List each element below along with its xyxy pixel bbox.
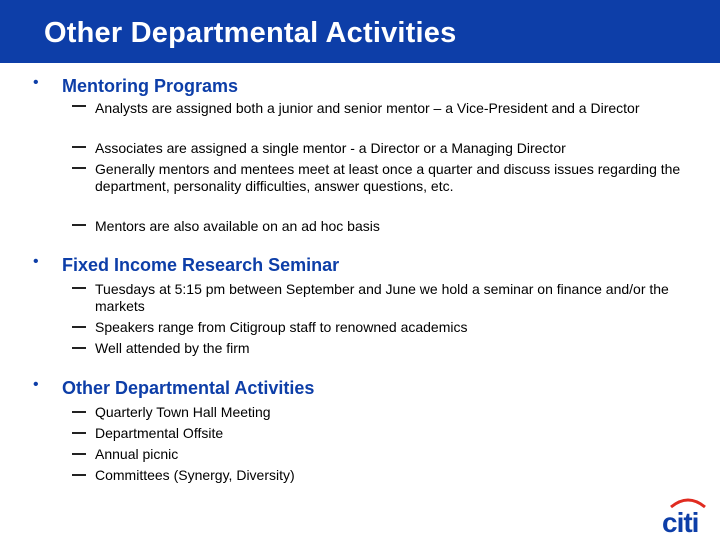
list-item: Generally mentors and mentees meet at least once a quarter and discuss issues regarding the department, personality difficulties, answer questions, etc. [95,161,681,194]
dash-icon [72,224,86,226]
title-bar [0,0,720,63]
section-heading-mentoring: Mentoring Programs [62,76,239,96]
list-item: Committees (Synergy, Diversity) [95,467,295,483]
dash-icon [72,167,86,169]
list-item: Tuesdays at 5:15 pm between September and June we hold a seminar on finance and/or the markets [95,281,669,314]
list-item: Mentors are also available on an ad hoc basis [95,218,380,234]
dash-icon [72,287,86,289]
list-item: Annual picnic [95,446,179,462]
bullet-icon: • [33,74,39,91]
dash-icon [72,347,86,349]
list-item: Quarterly Town Hall Meeting [95,404,271,420]
list-item: Analysts are assigned both a junior and senior mentor – a Vice-President and a Director [95,100,640,116]
list-item: Associates are assigned a single mentor - a Director or a Managing Director [95,140,566,156]
dash-icon [72,453,86,455]
list-item: Speakers range from Citigroup staff to renowned academics [95,319,468,335]
svg-text:citi: citi [662,507,699,535]
dash-icon [72,432,86,434]
dash-icon [72,326,86,328]
citi-logo-icon [661,495,711,535]
section-heading-other: Other Departmental Activities [62,378,315,398]
dash-icon [72,146,86,148]
list-item: Well attended by the firm [95,340,250,356]
dash-icon [72,474,86,476]
section-heading-seminar: Fixed Income Research Seminar [62,255,340,275]
list-item: Departmental Offsite [95,425,224,441]
bullet-icon: • [33,376,39,393]
bullet-icon: • [33,253,39,270]
slide-title: Other Departmental Activities [44,17,457,49]
dash-icon [72,105,86,107]
dash-icon [72,411,86,413]
citi-logo [661,495,711,535]
